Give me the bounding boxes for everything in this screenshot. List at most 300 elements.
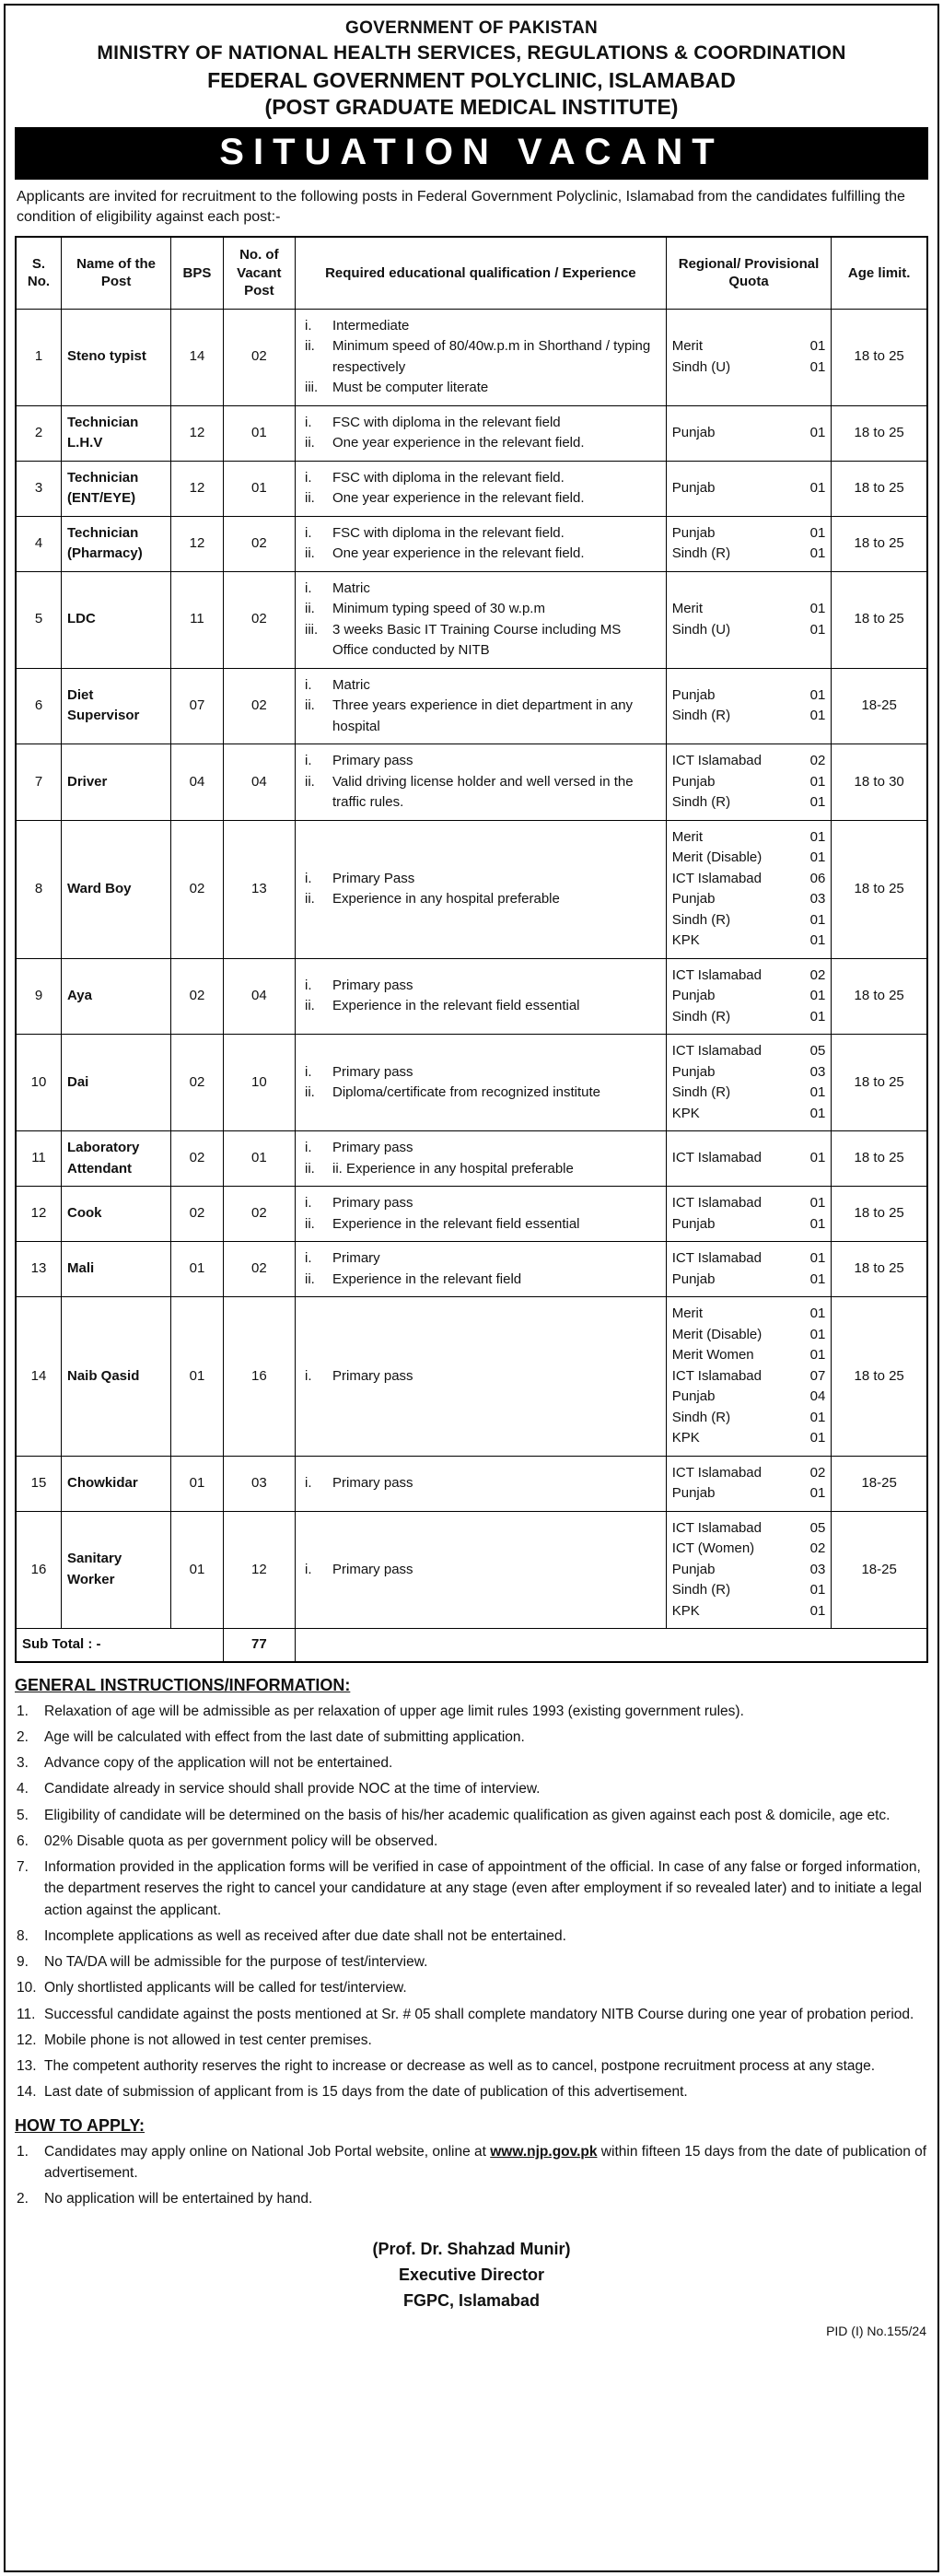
apply-item-number: 2. (17, 2191, 29, 2207)
quota-entry (672, 1560, 826, 1581)
quota-region: Punjab (671, 1485, 716, 1502)
qualification-text: FSC with diploma in the relevant field. (332, 469, 565, 486)
cell-post-name: Technician (ENT/EYE) (62, 461, 171, 516)
instruction-text: Only shortlisted applicants will be called for test/interview. (44, 1980, 407, 1996)
cell-vacancies: 02 (223, 668, 295, 744)
instruction-number: 9. (17, 1954, 29, 1971)
cell-post-name: LDC (62, 571, 171, 668)
quota-region: Punjab (671, 1063, 716, 1080)
cell-bps: 02 (171, 820, 223, 958)
quota-region: Sindh (R) (671, 911, 731, 928)
quota-entry (672, 1007, 826, 1028)
quota-entry (672, 620, 826, 641)
quota-count: 01 (809, 424, 826, 440)
instruction-number: 1. (17, 1703, 29, 1719)
qualification-text: Must be computer literate (332, 380, 489, 396)
quota-region: Sindh (R) (671, 1084, 731, 1101)
table-row (16, 1511, 927, 1629)
quota-count: 01 (809, 1270, 826, 1287)
qualification-text: One year experience in the relevant field. (332, 545, 585, 562)
subtotal-value: 77 (223, 1629, 295, 1662)
qualification-numeral: ii. (305, 1270, 315, 1287)
cell-vacancies: 03 (223, 1456, 295, 1511)
quota-count: 01 (809, 794, 826, 811)
cell-qualifications (296, 1242, 667, 1297)
table-row (16, 744, 927, 821)
quota-entry (672, 986, 826, 1007)
quota-region: Sindh (R) (671, 545, 731, 562)
signatory-org: FGPC, Islamabad (402, 2291, 541, 2311)
quota-region: Merit (Disable) (671, 849, 763, 866)
cell-bps: 01 (171, 1456, 223, 1511)
posts-table-header (16, 237, 927, 309)
cell-serial-number: 14 (16, 1297, 62, 1457)
cell-post-name: Dai (62, 1035, 171, 1131)
qualification-item (301, 1248, 660, 1270)
instruction-item (15, 1727, 928, 1748)
quota-region: Punjab (671, 424, 716, 440)
qualification-item (301, 336, 660, 378)
qualification-numeral: i. (305, 1250, 312, 1267)
instruction-number: 14. (17, 2084, 37, 2101)
quota-entry (672, 1304, 826, 1325)
qualification-item (301, 1270, 660, 1291)
quota-entry (672, 910, 826, 931)
quota-region: ICT Islamabad (671, 1367, 762, 1384)
cell-post-name: Cook (62, 1187, 171, 1242)
quota-region: Merit (671, 601, 704, 617)
instruction-item (15, 1805, 928, 1826)
signatory-title: Executive Director (398, 2266, 545, 2285)
qualification-item (301, 1473, 660, 1494)
qualification-item (301, 1062, 660, 1083)
cell-serial-number: 8 (16, 820, 62, 958)
quota-region: Merit Women (671, 1347, 754, 1364)
cell-vacancies: 02 (223, 516, 295, 571)
qualification-text: Minimum speed of 80/40w.p.m in Shorthand / typing respectively (332, 338, 651, 375)
column-header-post-name: Name of the Post (62, 237, 171, 309)
ministry-line: MINISTRY OF NATIONAL HEALTH SERVICES, REGULATIONS & COORDINATION (97, 42, 846, 64)
qualification-text: Primary pass (332, 1140, 413, 1156)
cell-bps: 14 (171, 309, 223, 405)
how-to-apply-heading: HOW TO APPLY: (15, 2115, 146, 2135)
cell-qualifications (296, 1297, 667, 1457)
cell-bps: 07 (171, 668, 223, 744)
cell-post-name: Sanitary Worker (62, 1511, 171, 1629)
column-header-age-limit: Age limit. (832, 237, 927, 309)
quota-entry (672, 827, 826, 849)
table-row (16, 1242, 927, 1297)
instruction-item (15, 1701, 928, 1722)
instruction-number: 7. (17, 1859, 29, 1876)
quota-region: Sindh (U) (671, 358, 731, 375)
quota-count: 01 (809, 1347, 826, 1364)
quota-region: ICT Islamabad (671, 1043, 762, 1060)
qualification-numeral: i. (305, 1561, 312, 1577)
quota-region: ICT Islamabad (671, 1195, 762, 1212)
qualification-numeral: i. (305, 676, 312, 693)
cell-serial-number: 16 (16, 1511, 62, 1629)
cell-quota (666, 1511, 832, 1629)
cell-serial-number: 10 (16, 1035, 62, 1131)
qualification-item (301, 316, 660, 337)
table-row (16, 1187, 927, 1242)
instruction-text: Advance copy of the application will not be entertained. (44, 1755, 393, 1772)
quota-entry (672, 1539, 826, 1560)
column-header-serial-number: S. No. (16, 237, 62, 309)
qualification-text: FSC with diploma in the relevant field (332, 414, 561, 430)
quota-count: 04 (809, 1388, 826, 1405)
quota-entry (672, 1193, 826, 1214)
subtotal-filler (296, 1629, 927, 1662)
quota-count: 07 (809, 1367, 826, 1384)
cell-quota (666, 405, 832, 461)
cell-qualifications (296, 309, 667, 405)
header-row (16, 237, 927, 309)
quota-count: 01 (809, 686, 826, 703)
qualification-numeral: i. (305, 753, 312, 769)
cell-age-limit: 18 to 25 (832, 1187, 927, 1242)
qualification-text: One year experience in the relevant field. (332, 490, 585, 507)
qualification-item (301, 413, 660, 434)
instruction-number: 2. (17, 1728, 29, 1745)
qualification-numeral: i. (305, 1474, 312, 1491)
instruction-number: 10. (17, 1980, 37, 1996)
column-header-vacant-posts: No. of Vacant Post (223, 237, 295, 309)
cell-bps: 02 (171, 958, 223, 1035)
cell-post-name: Laboratory Attendant (62, 1131, 171, 1187)
apply-item-text: Candidates may apply online on National Job Portal website, online at www.njp.gov.pk within fifteen 15 days from the date of publication of advertisement. (44, 2143, 927, 2181)
cell-vacancies: 16 (223, 1297, 295, 1457)
qualification-numeral: iii. (305, 621, 319, 638)
quota-region: Punjab (671, 686, 716, 703)
cell-bps: 02 (171, 1131, 223, 1187)
qualification-numeral: i. (305, 1195, 312, 1212)
quota-region: Punjab (671, 479, 716, 496)
cell-quota (666, 1242, 832, 1297)
njp-portal-link: www.njp.gov.pk (490, 2143, 598, 2160)
instruction-item (15, 1752, 928, 1774)
instruction-item (15, 2004, 928, 2025)
apply-item-text: No application will be entertained by hand. (44, 2191, 313, 2207)
cell-age-limit: 18 to 25 (832, 461, 927, 516)
cell-age-limit: 18 to 25 (832, 571, 927, 668)
institution-line: FEDERAL GOVERNMENT POLYCLINIC, ISLAMABAD (207, 68, 736, 92)
qualification-item (301, 468, 660, 489)
how-to-apply-list (15, 2141, 928, 2210)
quota-region: ICT (Women) (671, 1540, 755, 1557)
cell-serial-number: 5 (16, 571, 62, 668)
qualification-numeral: ii. (305, 545, 315, 562)
quota-entry (672, 889, 826, 910)
cell-vacancies: 12 (223, 1511, 295, 1629)
cell-post-name: Diet Supervisor (62, 668, 171, 744)
cell-vacancies: 02 (223, 571, 295, 668)
posts-table (15, 236, 928, 1663)
cell-post-name: Steno typist (62, 309, 171, 405)
cell-bps: 12 (171, 405, 223, 461)
quota-count: 06 (809, 870, 826, 886)
qualification-text: Experience in the relevant field (332, 1270, 522, 1287)
instruction-text: The competent authority reserves the right to increase or decrease as well as to cancel, postpone recruitment process at any stage. (44, 2058, 876, 2075)
quota-entry (672, 599, 826, 620)
quota-count: 01 (809, 1105, 826, 1121)
cell-qualifications (296, 820, 667, 958)
quota-region: ICT Islamabad (671, 753, 762, 769)
cell-bps: 04 (171, 744, 223, 821)
instruction-item (15, 1856, 928, 1921)
quota-count: 01 (809, 524, 826, 541)
qualification-numeral: ii. (305, 773, 315, 790)
qualification-item (301, 1083, 660, 1104)
quota-count: 01 (809, 1409, 826, 1425)
signature-area (15, 2237, 928, 2338)
quota-count: 01 (809, 988, 826, 1004)
cell-qualifications (296, 405, 667, 461)
table-row (16, 1456, 927, 1511)
quota-entry (672, 357, 826, 379)
qualification-item (301, 751, 660, 772)
cell-serial-number: 1 (16, 309, 62, 405)
qualification-text: Primary pass (332, 977, 413, 993)
general-instructions-list (15, 1701, 928, 2103)
quota-region: Punjab (671, 524, 716, 541)
quota-entry (672, 772, 826, 793)
qualification-text: Intermediate (332, 317, 410, 334)
qualification-text: Primary Pass (332, 870, 415, 886)
quota-entry (672, 1345, 826, 1366)
quota-entry (672, 869, 826, 890)
quota-count: 01 (809, 1150, 826, 1166)
cell-quota (666, 958, 832, 1035)
cell-post-name: Driver (62, 744, 171, 821)
qualification-text: Primary pass (332, 1474, 413, 1491)
cell-vacancies: 01 (223, 405, 295, 461)
qualification-item (301, 378, 660, 399)
qualification-item (301, 772, 660, 814)
instruction-text: Successful candidate against the posts mentioned at Sr. # 05 shall complete mandatory NITB Course during one year of probation period. (44, 2006, 914, 2022)
cell-bps: 12 (171, 461, 223, 516)
qualification-item (301, 869, 660, 890)
situation-vacant-banner: SITUATION VACANT (15, 127, 928, 180)
qualification-text: Primary (332, 1250, 380, 1267)
qualification-numeral: ii. (305, 1160, 315, 1177)
quota-entry (672, 478, 826, 499)
quota-entry (672, 1518, 826, 1540)
cell-age-limit: 18 to 25 (832, 1131, 927, 1187)
quota-region: Sindh (U) (671, 621, 731, 638)
cell-age-limit: 18-25 (832, 1456, 927, 1511)
qualification-numeral: ii. (305, 1084, 315, 1101)
qualification-item (301, 488, 660, 509)
instruction-number: 6. (17, 1832, 29, 1849)
cell-quota (666, 461, 832, 516)
table-row (16, 668, 927, 744)
quota-entry (672, 931, 826, 952)
cell-quota (666, 571, 832, 668)
qualification-item (301, 1560, 660, 1581)
quota-count: 01 (809, 545, 826, 562)
qualification-item (301, 675, 660, 697)
quota-region: ICT Islamabad (671, 1150, 762, 1166)
quota-count: 01 (809, 932, 826, 949)
quota-entry (672, 1083, 826, 1104)
instruction-number: 13. (17, 2058, 37, 2075)
quota-region: ICT Islamabad (671, 1464, 762, 1481)
quota-region: Merit (Disable) (671, 1326, 763, 1342)
quota-count: 02 (809, 753, 826, 769)
cell-post-name: Ward Boy (62, 820, 171, 958)
quota-region: Merit (671, 338, 704, 355)
quota-count: 01 (809, 1084, 826, 1101)
instruction-text: Mobile phone is not allowed in test center premises. (44, 2032, 372, 2048)
cell-serial-number: 11 (16, 1131, 62, 1187)
quota-entry (672, 966, 826, 987)
cell-age-limit: 18 to 25 (832, 405, 927, 461)
cell-bps: 02 (171, 1035, 223, 1131)
instruction-item (15, 1977, 928, 1998)
cell-serial-number: 3 (16, 461, 62, 516)
quota-region: KPK (671, 1602, 700, 1619)
qualification-item (301, 1138, 660, 1159)
qualification-text: Three years experience in diet department in any hospital (332, 697, 634, 734)
quota-region: Merit (671, 828, 704, 845)
qualification-item (301, 579, 660, 600)
cell-vacancies: 01 (223, 1131, 295, 1187)
cell-qualifications (296, 1035, 667, 1131)
cell-quota (666, 668, 832, 744)
quota-entry (672, 685, 826, 707)
quota-region: Sindh (R) (671, 1008, 731, 1025)
instruction-number: 8. (17, 1927, 29, 1944)
instruction-number: 12. (17, 2032, 37, 2048)
quota-entry (672, 1104, 826, 1125)
quota-count: 01 (809, 1602, 826, 1619)
qualification-text: One year experience in the relevant field. (332, 435, 585, 451)
quota-count: 01 (809, 1250, 826, 1267)
cell-qualifications (296, 668, 667, 744)
quota-entry (672, 336, 826, 357)
quota-count: 01 (809, 1326, 826, 1342)
cell-post-name: Technician L.H.V (62, 405, 171, 461)
qualification-text: Experience in the relevant field essential (332, 1215, 580, 1232)
quota-region: KPK (671, 932, 700, 949)
institute-subtitle: (POST GRADUATE MEDICAL INSTITUTE) (264, 95, 679, 119)
quota-count: 01 (809, 708, 826, 724)
table-row (16, 309, 927, 405)
qualification-numeral: ii. (305, 891, 315, 907)
cell-quota (666, 1131, 832, 1187)
cell-serial-number: 7 (16, 744, 62, 821)
qualification-numeral: ii. (305, 601, 315, 617)
quota-count: 03 (809, 1561, 826, 1577)
quota-region: KPK (671, 1105, 700, 1121)
cell-age-limit: 18 to 30 (832, 744, 927, 821)
qualification-text: Primary pass (332, 1063, 413, 1080)
quota-count: 01 (809, 1582, 826, 1598)
apply-item-number: 1. (17, 2143, 29, 2160)
quota-entry (672, 423, 826, 444)
qualification-numeral: i. (305, 870, 312, 886)
qualification-item (301, 696, 660, 737)
quota-count: 01 (809, 1485, 826, 1502)
general-instructions-heading: GENERAL INSTRUCTIONS/INFORMATION: (15, 1675, 351, 1694)
cell-bps: 01 (171, 1297, 223, 1457)
cell-age-limit: 18 to 25 (832, 1035, 927, 1131)
qualification-text: Minimum typing speed of 30 w.p.m (332, 601, 545, 617)
quota-region: Punjab (671, 1388, 716, 1405)
instruction-item (15, 1778, 928, 1799)
instruction-number: 5. (17, 1807, 29, 1823)
cell-quota (666, 1035, 832, 1131)
cell-bps: 02 (171, 1187, 223, 1242)
instruction-text: Age will be calculated with effect from the last date of submitting application. (44, 1728, 525, 1745)
cell-quota (666, 1297, 832, 1457)
quota-count: 02 (809, 966, 826, 983)
cell-qualifications (296, 571, 667, 668)
table-row (16, 571, 927, 668)
cell-post-name: Mali (62, 1242, 171, 1297)
qualification-item (301, 544, 660, 565)
quota-count: 03 (809, 1063, 826, 1080)
quota-count: 01 (809, 911, 826, 928)
quota-count: 03 (809, 891, 826, 907)
quota-region: ICT Islamabad (671, 966, 762, 983)
cell-qualifications (296, 1511, 667, 1629)
qualification-numeral: ii. (305, 490, 315, 507)
quota-count: 01 (809, 1430, 826, 1446)
cell-post-name: Technician (Pharmacy) (62, 516, 171, 571)
instruction-item (15, 2081, 928, 2102)
qualification-item (301, 996, 660, 1017)
instruction-item (15, 1831, 928, 1852)
cell-age-limit: 18 to 25 (832, 958, 927, 1035)
qualification-text: Matric (332, 676, 370, 693)
cell-qualifications (296, 1187, 667, 1242)
qualification-numeral: ii. (305, 697, 315, 714)
cell-quota (666, 516, 832, 571)
cell-age-limit: 18 to 25 (832, 820, 927, 958)
quota-region: Punjab (671, 1561, 716, 1577)
instruction-text: Incomplete applications as well as received after due date shall not be entertained. (44, 1927, 566, 1944)
instruction-item (15, 1951, 928, 1973)
cell-qualifications (296, 958, 667, 1035)
column-header-quota: Regional/ Provisional Quota (666, 237, 832, 309)
cell-serial-number: 4 (16, 516, 62, 571)
cell-vacancies: 02 (223, 1242, 295, 1297)
government-line: GOVERNMENT OF PAKISTAN (344, 18, 598, 38)
cell-age-limit: 18 to 25 (832, 309, 927, 405)
cell-quota (666, 820, 832, 958)
quota-entry (672, 1041, 826, 1062)
qualification-text: Primary pass (332, 1195, 413, 1212)
quota-count: 01 (809, 479, 826, 496)
quota-region: ICT Islamabad (671, 870, 762, 886)
cell-post-name: Naib Qasid (62, 1297, 171, 1457)
cell-serial-number: 12 (16, 1187, 62, 1242)
masthead (15, 13, 928, 120)
cell-serial-number: 2 (16, 405, 62, 461)
cell-vacancies: 04 (223, 958, 295, 1035)
cell-quota (666, 1456, 832, 1511)
signatory-name: (Prof. Dr. Shahzad Munir) (372, 2240, 571, 2259)
quota-count: 01 (809, 773, 826, 790)
table-row (16, 405, 927, 461)
qualification-item (301, 976, 660, 997)
instruction-item (15, 1926, 928, 1947)
quota-entry (672, 792, 826, 814)
qualification-numeral: i. (305, 414, 312, 430)
